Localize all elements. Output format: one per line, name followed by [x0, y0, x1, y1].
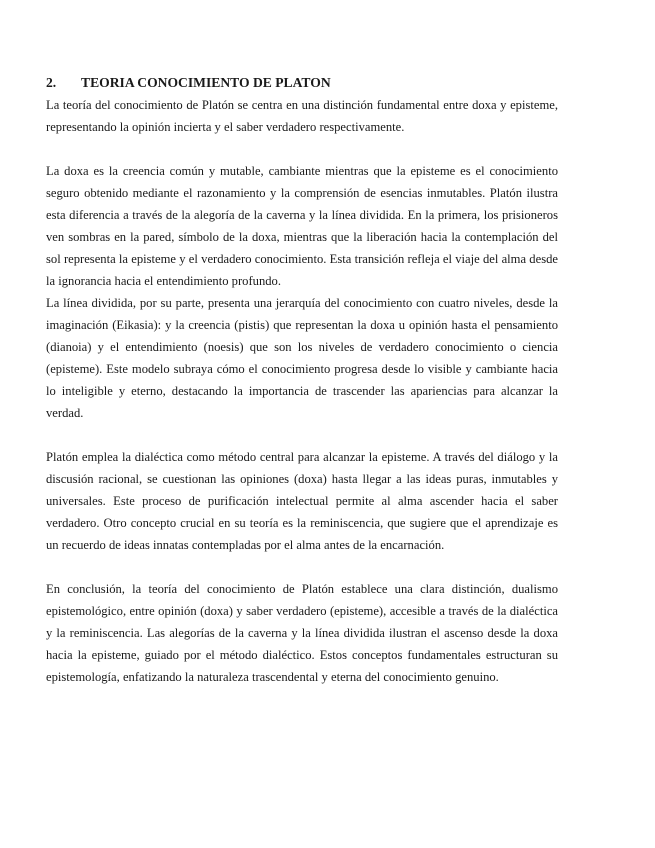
- section-heading: [46, 74, 558, 92]
- paragraph-spacer: [46, 424, 558, 446]
- section-number: 2.: [46, 75, 57, 90]
- paragraph-spacer: [46, 556, 558, 578]
- paragraph-intro: La teoría del conocimiento de Platón se centra en una distinción fundamental entre doxa y episteme, representando la opinión incierta y el saber verdadero respectivamente.: [46, 98, 558, 134]
- paragraph-linea-dividida: La línea dividida, por su parte, presenta una jerarquía del conocimiento con cuatro niveles, desde la imaginación (Eikasia): y la creencia (pistis) que representan la doxa u opinión hasta el pensamiento (dianoia) y el entendimiento (noesis) que son los niveles de verdadero conocimiento o ciencia (episteme). Este modelo subraya cómo el conocimiento progresa desde lo visible y cambiante hacia lo inteligible y eterno, destacando la importancia de trascender las apariencias para alcanzar la verdad.: [46, 296, 558, 420]
- paragraph-spacer: [46, 138, 558, 160]
- document-page: [46, 74, 558, 688]
- paragraph-conclusion: En conclusión, la teoría del conocimiento de Platón establece una clara distinción, dualismo epistemológico, entre opinión (doxa) y saber verdadero (episteme), accesible a través de la dialéctica y la reminiscencia. Las alegorías de la caverna y la línea dividida ilustran el ascenso desde la doxa hacia la episteme, guiado por el método dialéctico. Estos conceptos fundamentales estructuran su epistemología, enfatizando la naturaleza trascendental y eterna del conocimiento genuino.: [46, 582, 558, 684]
- paragraph-doxa: La doxa es la creencia común y mutable, cambiante mientras que la episteme es el conocimiento seguro obtenido mediante el razonamiento y la comprensión de esencias inmutables. Platón ilustra esta diferencia a través de la alegoría de la caverna y la línea dividida. En la primera, los prisioneros ven sombras en la pared, símbolo de la doxa, mientras que la liberación hacia la contemplación del sol representa la episteme y el verdadero conocimiento. Esta transición refleja el viaje del alma desde la ignorancia hacia el entendimiento profundo.: [46, 164, 558, 288]
- paragraph-dialectica: Platón emplea la dialéctica como método central para alcanzar la episteme. A través del diálogo y la discusión racional, se cuestionan las opiniones (doxa) hasta llegar a las ideas puras, inmutables y universales. Este proceso de purificación intelectual permite al alma ascender hacia el saber verdadero. Otro concepto crucial en su teoría es la reminiscencia, que sugiere que el aprendizaje es un recuerdo de ideas innatas contempladas por el alma antes de la encarnación.: [46, 450, 558, 552]
- section-title: TEORIA CONOCIMIENTO DE PLATON: [81, 75, 331, 90]
